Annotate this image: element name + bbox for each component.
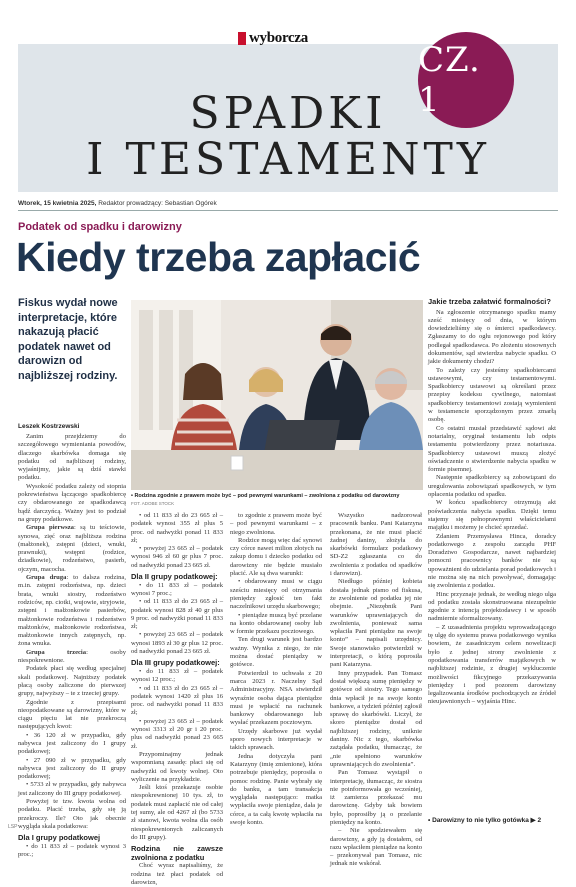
paragraph: • 27 090 zł w przypadku, gdy nabywca jest zaliczony do II grupy podatkowej; [18, 756, 126, 781]
paragraph: Grupa pierwsza: są tu teściowie, synowa, zięć oraz najbliższa rodzina (małżonek), zstępni (dzieci, wnuki, prawnuki), wstępni (rodzice, dziadkowie), rodzeństwo, pasierb, ojczym, macocha. [18, 524, 126, 573]
paragraph: W końcu spadkobiercy otrzymują akt poświadczenia nabycia spadku. Dzięki temu stajemy się pełnoprawnymi właścicielami majątku i możemy je chcieć sprzedać. [428, 499, 556, 532]
dateline [18, 200, 217, 207]
paragraph: Zdaniem Przemysława Hinca, doradcy podatkowego z zespołu zarządu PHF Doradztwo Gospodarcze, nawet najbardziej pomocni pracownicy banków nie są upoważnieni do udzielania porad podatkowych i nie można się na nich powoływać, domagając się zwolnienia z podatku. [428, 532, 556, 590]
paragraph: • obdarowany musi w ciągu sześciu miesięcy od otrzymania pieniędzy zgłosić ten fakt naczelnikowi urzędu skarbowego; [230, 578, 322, 611]
article-column-1 [18, 433, 126, 859]
paragraph: Powyżej te tzw. kwota wolna od podatku. Płacić trzeba, gdy się ją przekroczy. Ile? Oto jak obecnie wygląda skala podatkowa: [18, 798, 126, 830]
logo-mark-icon [238, 32, 246, 45]
sidebar-heading: Jakie trzeba załatwić formalności? [428, 297, 551, 306]
paragraph: Zgodnie z przepisami nieopodatkowane są darowizny, które w ciągu pięciu lat nie przekroczą następujących kwot: [18, 698, 126, 731]
section-label: Podatek od spadku i darowizny [18, 221, 182, 233]
supplement-title-line2: I TESTAMENTY [86, 134, 490, 185]
paragraph: • 5733 zł w przypadku, gdy nabywca jest zaliczony do III grupy podatkowej. [18, 781, 126, 797]
paragraph: to zgodnie z prawem może być – pod pewnymi warunkami – z niego zwolniona. [230, 512, 322, 536]
article-photo [131, 300, 423, 490]
paragraph: Inny przypadek. Pan Tomasz dostał większą sumę pieniędzy w gotówce od siostry. Tego samego dnia wpłacił je na swoje konto bankowe, a tydzień później zgłosił sprawę do skarbówki. Liczył, że skoro pieniądze dostał od najbliższej rodziny, uniknie daniny. Nic z tego, skarbówka zażądała podatku, tłumacząc, że „nie spełniono warunków uprawniających do zwolnienia”. [330, 669, 422, 768]
paragraph: Wszystko nadzorował pracownik banku. Pani Katarzyna przekonana, że nie musi płacić żadnej daniny, złożyła do skarbówki formularz podatkowy SD-Z2 zgłaszania co do zwolnienia z podatku od spadków i darowizn). [330, 512, 422, 578]
subheading: Dla I grupy podatkowej [18, 833, 101, 843]
paragraph: Jeśli ktoś przekazuje osobie niespokrewnionej 10 tys. zł, to podatek musi zapłacić nie od całej tej sumy, ale od 4267 zł (bo 5733 zł stanowi, kwota wolna dla osób niespokrewnionych zaliczanych do III grupy). [131, 784, 223, 841]
masthead-banner [18, 29, 558, 192]
publication-logo[interactable] [238, 30, 308, 46]
paragraph: • od 11 833 zł do 23 665 zł – podatek wynosi 355 zł plus 5 proc. od nadwyżki ponad 11 833 zł; [131, 512, 223, 544]
paragraph: Urzędy skarbowe już wydał sporo nowych interpretacje w takich sprawach. [230, 727, 322, 752]
page-number: LSP [8, 824, 18, 830]
paragraph: • pieniądze muszą być przelane na konto obdarowanej osoby lub w formie przekazu pocztowego. [230, 611, 322, 636]
paragraph: Ten drugi warunek jest bardzo ważny. Wynika z niego, że nie można dostać pieniądzy w gotówce. [230, 636, 322, 669]
paragraph: Niedługo później kobieta dostała jednak pismo od fiskusa, że zwolnienie od podatku jej nie obejmie. „Niezębnik Pani warunków uprawniających do zwolnienia, ponieważ sama wpłaciła Pani pieniądze na swoje konto” – napisali urzędnicy. Swoje stanowisko potwierdził w interpretacji, o którą poprosiła pani Katarzyna. [330, 578, 422, 669]
author-byline: Leszek Kostrzewski [18, 423, 80, 430]
paragraph: Podatek płaci się według specjalnej skali podatkowej. Najniższy podatek płacą osoby zaliczone do pierwszej grupy, najwyższy – te z trzeciej grupy. [18, 665, 126, 698]
subheading: Rodzina nie zawsze zwolniona z podatku [131, 844, 223, 862]
lead-paragraph: Fiskus wydał nowe interpretacje, które nakazują płacić podatek nawet od darowizn od najbliższej rodziny. [18, 297, 118, 382]
paragraph: Jedna dotyczyła pani Katarzyny (imię zmienione), która potrzebuje pieniędzy, poprosiła o pomoc rodzinę. Panie wybrały się do banku, a tam transakcja wyglądała następująco: matka wypłaciła swoje pieniądze, dała je córce, a ta całą kwotę wpłaciła na swoje konto. [230, 752, 322, 826]
paragraph: Rodzice mogą więc dać synowi czy córce nawet milion złotych na zakup domu i dziecko podatku od darowizny nie będzie musiało płacić. Ale są dwa warunki: [230, 536, 322, 578]
editor-credit: Redaktor prowadzący: Sebastian Ogórek [98, 200, 217, 207]
paragraph: Zanim przejdziemy do szczegółowego wymieniania powodów, dlaczego skarbówka domaga się podatku od najbliższej rodziny, wyjaśnijmy, jakie są dziś stawki podatku. [18, 433, 126, 482]
paragraph: • od 11 833 zł do 23 665 zł – podatek wynosi 828 zł 40 gr plus 9 proc. od nadwyżki ponad 11 833 zł; [131, 598, 223, 631]
issue-date: Wtorek, 15 kwietnia 2025, [18, 200, 97, 207]
subheading: Dla II grupy podatkowej: [131, 572, 218, 582]
paragraph: To zależy czy jesteśmy spadkobiercami ustawowymi, czy testamentowymi. Spadkobiercy ustawowi są określani przez przepisy kodeksu cywilnego, natomiast spadkobiercy testamentowi zostają wymienieni w testamencie sporządzonym przez zmarłą osobę. [428, 366, 556, 424]
article-column-2 [131, 512, 223, 887]
sidebar-body [428, 309, 556, 707]
article-column-3 [230, 512, 322, 827]
photo-credit: FOT. ADOBE STOCK [131, 501, 175, 506]
photo-caption: • Rodzina zgodnie z prawem może być – pod pewnymi warunkami – zwolniona z podatku od darowizny [131, 493, 400, 499]
article-column-4 [330, 512, 422, 869]
next-page-teaser[interactable]: • Darowizny to nie tylko gotówka ▶ 2 [428, 817, 542, 824]
paragraph: • do 11 833 zł – podatek wynosi 12 proc.; [131, 667, 223, 684]
logo-text: wyborcza [249, 29, 308, 46]
paragraph: Grupa druga: to dalsza rodzina, m.in. zstępni rodzeństwa, np. dzieci brata, wnuki siostry, rodzeństwo rodziców, np. ciotki, wujowie, stryjowie, zstępni i małżonkowie pasierbów, małżonkowie rodzeństwa i rodzeństwo małżonków, małżonkowie rodzeństwa, małżonkowie innych zstępnych, np. żona wnuka. [18, 574, 126, 648]
paragraph: – Nie spodziewałem się darowizny, a gdy ją dostałem, od razu wpłaciłem pieniądze na konto – przekonywał pan Tomasz, nic jednak nie wskórał. [330, 827, 422, 868]
paragraph: Pan Tomasz wystąpił o interpretację, tłumacząc, że siostra nie poinformowała go wcześniej, iż zamierza przekazać mu darowiznę. Gdyby tak bowiem było, poprosiłby ją o przelanie pieniędzy na konto. [330, 769, 422, 826]
paragraph: Grupa trzecia: osoby niespokrewnione. [18, 648, 126, 665]
paragraph: • powyżej 23 665 zł – podatek wynosi 3313 zł 20 gr i 20 proc. plus od nadwyżki ponad 23 665 zł. [131, 717, 223, 750]
paragraph: – Z uzasadnienia projektu wprowadzającego tę ulgę do systemu prawa podatkowego wynika bowiem, że zasadniczym celem nowelizacji było z jednej strony zwolnienie z opodatkowania transferów majątkowych w najbliższej rodzinie, z drugiej wykluczenie możliwości fikcyjnego przekazywania pieniędzy i pod pozorem darowizny legalizowania środków pochodzących ze źródeł nieujawnionych – wyjaśnia Hinc. [428, 623, 556, 706]
paragraph: Potwierdził to uchwała z 20 marca 2023 r. Naczelny Sąd Administracyjny. NSA stwierdził wyraźnie osoba dająca pieniądze musi je wpłacić na rachunek bankowy obdarowanego lub wysłać przekazem pocztowym. [230, 669, 322, 727]
paragraph: Wysokość podatku zależy od stopnia pokrewieństwa łączącego spadkobiercę czy obdarowanego ze spadkodawcą bądź darczyńcą. Ważny jest to podział na grupy podatkowe. [18, 482, 126, 523]
paragraph: • od 11 833 zł do 23 665 zł – podatek wynosi 1420 zł plus 16 proc. od nadwyżki ponad 11 833 zł; [131, 684, 223, 717]
part-badge: CZ. 1 [418, 32, 514, 128]
paragraph: Przypominajmy jednak wspomnianą zasadę: płaci się od nadwyżki od kwoty wolnej. Oto wyliczenie na przykładzie. [131, 750, 223, 783]
paragraph: Co ostatni musiał przedstawić sądowi akt notarialny, oryginał testamentu lub odpis testamentu potwierdzony przez notariusza. Spadkobiercy ustawowi muszą złożyć oświadczenie o stwierdzenie nabycia spadku w formie pisemnej. [428, 424, 556, 474]
sidebar-column [428, 298, 556, 707]
paragraph: Następnie spadkobiercy są zobowiązani do uregulowania zobowiązań spadkowych, w tym opłacenia podatku od spadku. [428, 474, 556, 499]
paragraph: Hinc przyznaje jednak, że według niego ulga od podatku została skonstruowana niezupełnie zgodnie z intencją projektodawcy i w sposób nadmiernie sformalizowany. [428, 590, 556, 623]
supplement-title-line1: SPADKI [189, 88, 387, 139]
paragraph: • do 11 833 zł – podatek wynosi 3 proc.; [18, 842, 126, 859]
paragraph: Choć wyraz napisaliśmy, że rodzina też płaci podatek od darowizn, [131, 862, 223, 886]
headline: Kiedy trzeba zapłacić [16, 234, 421, 280]
paragraph: • powyżej 23 665 zł – podatek wynosi 1893 zł 30 gr plus 12 proc. od nadwyżki ponad 23 665 zł. [131, 631, 223, 656]
paragraph: • do 11 833 zł – podatek wynosi 7 proc.; [131, 581, 223, 597]
paragraph: • 36 120 zł w przypadku, gdy nabywca jest zaliczony do I grupy podatkowej; [18, 731, 126, 756]
paragraph: Na zgłoszenie otrzymanego spadku mamy sześć miesięcy od dnia, w którym dowiedzieliśmy się o śmierci spadkodawcy. Zgłaszamy to do ogłu rejonowego pod który podlegał spadkodawca. Po złożeniu stosownych dokumentów, sąd stwierdza nabycie spadku. O jakie dokumenty chodzi? [428, 308, 556, 366]
divider [18, 210, 558, 211]
subheading: Dla III grupy podatkowej: [131, 658, 220, 668]
paragraph: • powyżej 23 665 zł – podatek wynosi 946 zł 60 gr plus 7 proc. od nadwyżki ponad 23 665 zł. [131, 545, 223, 569]
family-photo-illustration [131, 300, 423, 490]
